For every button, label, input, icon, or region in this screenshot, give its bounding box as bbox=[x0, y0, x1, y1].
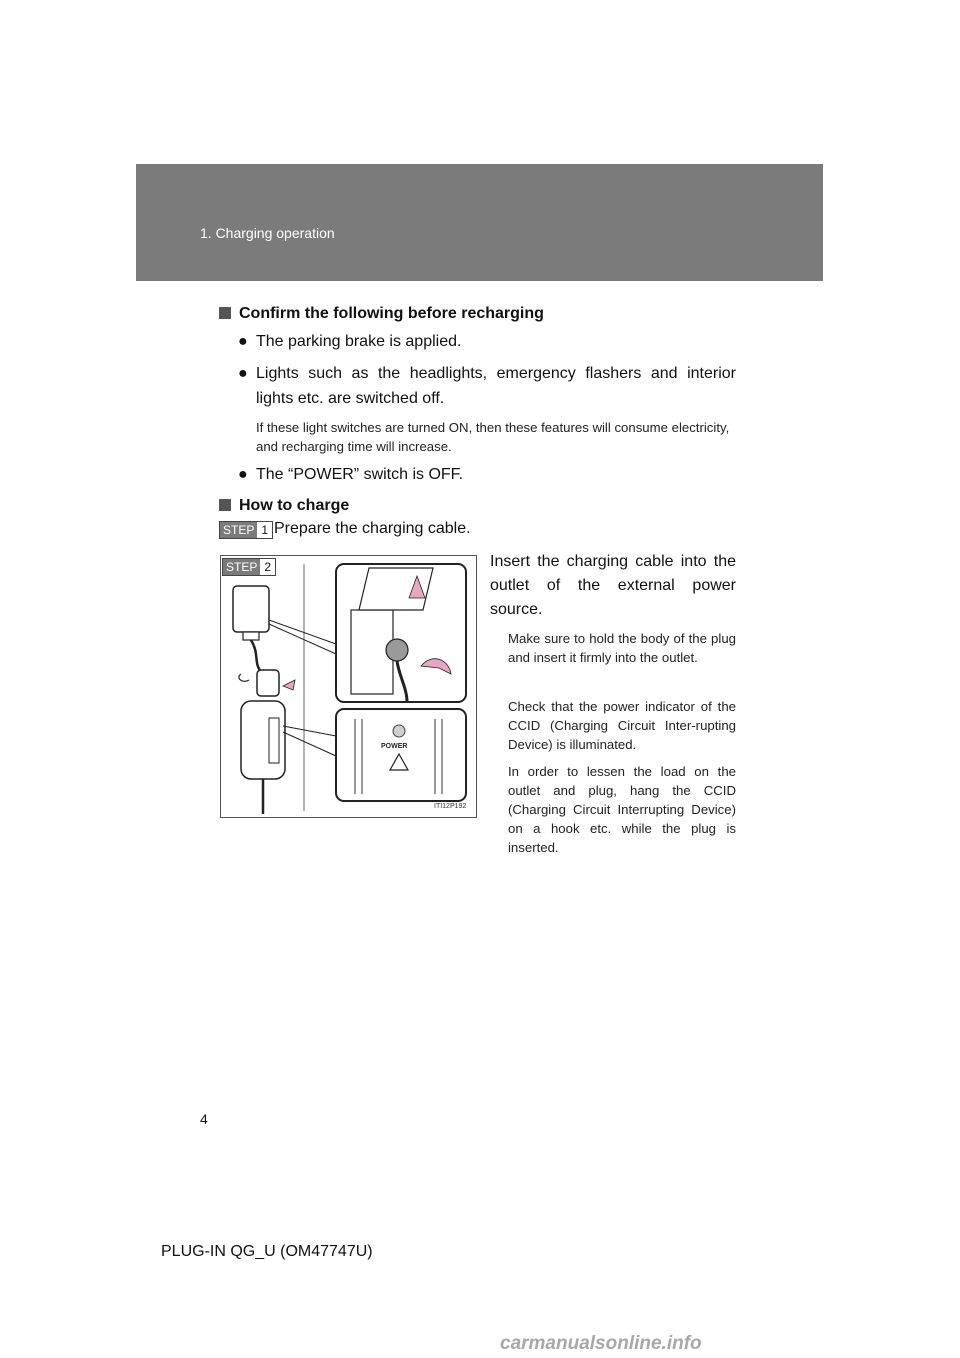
list-item-text: Lights such as the headlights, emergency flashers and interior lights etc. are switched off. bbox=[256, 365, 736, 407]
bullet-dot-icon: ● bbox=[238, 333, 248, 350]
footer-code: PLUG-IN QG_U (OM47747U) bbox=[161, 1243, 373, 1260]
step1-badge bbox=[219, 521, 273, 539]
bullet-dot-icon: ● bbox=[238, 365, 248, 382]
charging-cable-drawing bbox=[221, 556, 476, 817]
step-label: STEP bbox=[220, 522, 257, 538]
confirm-heading bbox=[219, 305, 544, 323]
bullet-dot-icon: ● bbox=[238, 466, 248, 483]
section-title: 1. Charging operation bbox=[200, 225, 335, 241]
step2-note-2: Check that the power indicator of the CCID (Charging Circuit Inter-rupting Device) is illuminated. bbox=[508, 699, 736, 752]
list-item-text: The “POWER” switch is OFF. bbox=[256, 466, 464, 483]
step-label: STEP bbox=[223, 559, 260, 575]
header-band bbox=[136, 164, 823, 281]
watermark: carmanualsonline.info bbox=[500, 1333, 702, 1354]
how-heading bbox=[219, 497, 349, 515]
step2-note-3: In order to lessen the load on the outlet and plug, hang the CCID (Charging Circuit Interrupting Device) on a hook etc. while the plug is inserted. bbox=[508, 764, 736, 855]
confirm-note: If these light switches are turned ON, then these features will consume electricity, and recharging time will increase. bbox=[256, 420, 730, 454]
step1-text: Prepare the charging cable. bbox=[274, 520, 471, 537]
page-number: 4 bbox=[200, 1111, 208, 1127]
figure-code: ITI12P192 bbox=[434, 803, 467, 810]
list-item bbox=[238, 361, 736, 411]
list-item bbox=[238, 462, 736, 487]
confirm-heading-text: Confirm the following before recharging bbox=[239, 305, 544, 322]
square-bullet-icon bbox=[219, 307, 231, 319]
list-item bbox=[238, 329, 736, 354]
step2-note-1: Make sure to hold the body of the plug and insert it firmly into the outlet. bbox=[508, 631, 736, 665]
square-bullet-icon bbox=[219, 499, 231, 511]
step-number: 2 bbox=[260, 559, 275, 575]
list-item-text: The parking brake is applied. bbox=[256, 333, 462, 350]
how-heading-text: How to charge bbox=[239, 497, 350, 514]
power-indicator-label: POWER bbox=[381, 743, 408, 750]
step2-text: Insert the charging cable into the outlet of the external power source. bbox=[490, 553, 736, 618]
charging-illustration bbox=[220, 555, 477, 818]
step-number: 1 bbox=[257, 522, 272, 538]
